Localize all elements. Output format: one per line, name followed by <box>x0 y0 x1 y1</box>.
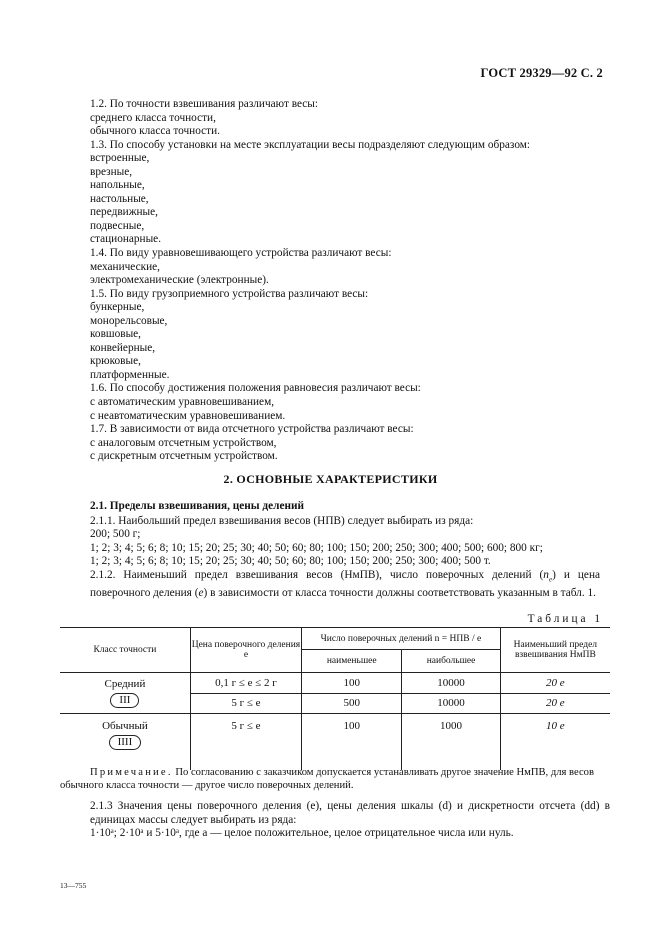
section-1-line: 1.7. В зависимости от вида отсчетного устройства различают весы: <box>90 423 414 436</box>
cell-max: 10000 <box>402 673 500 694</box>
section-1-line: подвесные, <box>90 219 145 232</box>
section-1-line: стационарные. <box>90 233 162 246</box>
npv-row-grams: 200; 500 г; <box>90 528 141 541</box>
col-header-price: Цена поверочного деления e <box>190 628 301 673</box>
npv-row-kg: 1; 2; 3; 4; 5; 6; 8; 10; 15; 20; 25; 30; 40; 50; 60; 80; 100; 150; 200; 250; 300; 400; 500; 600; 800 кг; <box>90 541 543 554</box>
section-1-line: 1.2. По точности взвешивания различают весы: <box>90 98 319 110</box>
section-1-list <box>90 98 600 464</box>
section-1-line: крюковые, <box>90 355 141 368</box>
npv-row-t: 1; 2; 3; 4; 5; 6; 8; 10; 15; 20; 25; 30; 40; 50; 60; 80; 100; 150; 200; 250; 300; 400; 500 т. <box>90 555 491 568</box>
section-1-line: монорельсовые, <box>90 314 168 327</box>
class-ordinary: Обычный IIII <box>60 714 190 771</box>
section-1-line: 1.3. По способу установки на месте эксплуатации весы подразделяют следующим образом: <box>90 138 531 151</box>
section-1-line: с неавтоматическим уравновешиванием. <box>90 409 286 422</box>
section-1-line: врезные, <box>90 165 133 178</box>
cell-nmpv: 20 e <box>500 673 610 694</box>
subsection-title: 2.1. Пределы взвешивания, цены делений <box>90 500 305 512</box>
section-1-line: с аналоговым отсчетным устройством, <box>90 436 277 449</box>
section-1-line: обычного класса точности. <box>90 125 220 138</box>
col-header-max: наибольшее <box>402 650 500 673</box>
table-caption: Таблица 1 <box>527 613 603 625</box>
section-1-line: с автоматическим уравновешиванием, <box>90 396 275 409</box>
section-1-line: электромеханические (электронные). <box>90 274 269 287</box>
section-1-line: механические, <box>90 260 160 273</box>
class-mark-III: III <box>110 693 139 708</box>
class-middle: Средний III <box>60 673 190 714</box>
section-1-line: напольные, <box>90 179 145 192</box>
section-1-line: настольные, <box>90 192 149 205</box>
cell-price: 5 г ≤ e <box>190 714 301 771</box>
page-header: ГОСТ 29329—92 С. 2 <box>480 66 603 80</box>
paragraph-2-1-2: 2.1.2. Наименьший предел взвешивания весов (НмПВ), число поверочных делений $(n_e)$ и цена поверочного деления (e) в зависимости от класса точности должны соответствовать указанным в табл. 1. <box>90 568 600 599</box>
table-1 <box>60 627 610 770</box>
table-note: Примечание. По согласованию с заказчиком допускается устанавливать другое значение НмПВ, для весов обычного класса точности — другое число поверочных делений. <box>60 767 594 791</box>
section-1-line: 1.6. По способу достижения положения равновесия различают весы: <box>90 382 421 395</box>
col-header-min: наименьшее <box>302 650 402 673</box>
section-1-line: среднего класса точности, <box>90 111 216 124</box>
section-1-line: 1.4. По виду уравновешивающего устройства различают весы: <box>90 247 392 260</box>
cell-price: 5 г ≤ e <box>190 693 301 714</box>
section-1-line: с дискретным отсчетным устройством. <box>90 450 278 463</box>
page-footer-code: 13—755 <box>60 881 87 890</box>
cell-min: 100 <box>302 714 402 771</box>
paragraph-2-1-1: 2.1.1. Наибольший предел взвешивания весов (НПВ) следует выбирать из ряда: <box>90 514 474 527</box>
paragraph-2-1-3: 2.1.3 Значения цены поверочного деления (e), цены деления шкалы (d) и дискретности отсчета (dd) в единицах массы следует выбирать из ряда: 1·10ᵃ; 2·10ᵃ и 5·10ᵃ, где а — целое положительное, целое отрицательное числа или нуль. <box>90 800 610 840</box>
section-1-line: ковшовые, <box>90 328 142 341</box>
class-mark-IIII: IIII <box>109 735 142 750</box>
cell-max: 10000 <box>402 693 500 714</box>
section-1-line: 1.5. По виду грузоприемного устройства различают весы: <box>90 287 369 300</box>
cell-min: 100 <box>302 673 402 694</box>
cell-nmpv: 10 e <box>500 714 610 771</box>
cell-max: 1000 <box>402 714 500 771</box>
section-2-text <box>90 500 600 600</box>
section-2-title: 2. ОСНОВНЫЕ ХАРАКТЕРИСТИКИ <box>223 472 438 486</box>
section-1-line: платформенные. <box>90 368 170 381</box>
cell-price: 0,1 г ≤ e ≤ 2 г <box>190 673 301 694</box>
col-header-nmpv: Наименьший предел взвешивания НмПВ <box>500 628 610 673</box>
section-1-line: передвижные, <box>90 206 158 219</box>
cell-min: 500 <box>302 693 402 714</box>
section-1-line: встроенные, <box>90 152 150 165</box>
section-1-line: конвейерные, <box>90 341 156 354</box>
col-header-class: Класс точности <box>60 628 190 673</box>
cell-nmpv: 20 e <box>500 693 610 714</box>
section-1-line: бункерные, <box>90 301 145 314</box>
col-header-count: Число поверочных делений n = НПВ / e <box>302 628 501 650</box>
